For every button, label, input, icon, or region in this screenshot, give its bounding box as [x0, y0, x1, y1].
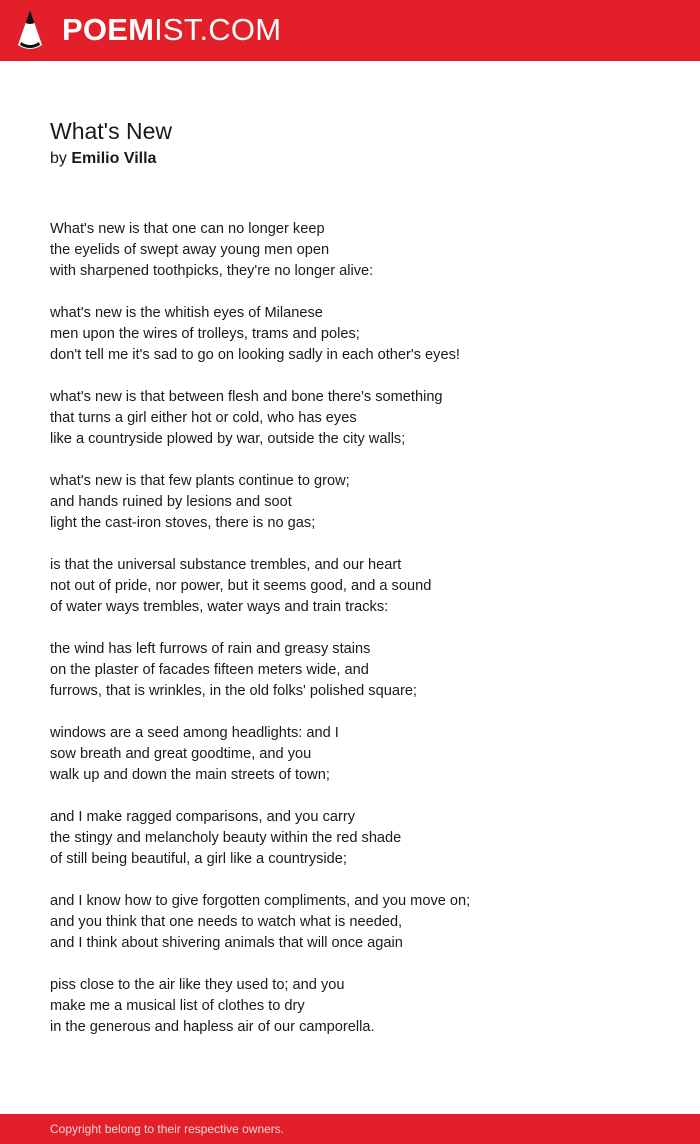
poem-stanza: [50, 219, 670, 282]
poem-line: like a countryside plowed by war, outside the city walls;: [50, 431, 406, 447]
poem-byline: [50, 149, 156, 169]
poem-body: [50, 219, 670, 1059]
brand-rest: IST.COM: [154, 12, 282, 47]
poem-line: piss close to the air like they used to; and you: [50, 977, 345, 993]
poem-stanza: [50, 555, 670, 618]
poem-stanza: [50, 807, 670, 870]
poem-line: not out of pride, nor power, but it seems good, and a sound: [50, 578, 432, 594]
poem-line: men upon the wires of trolleys, trams and poles;: [50, 326, 360, 342]
poem-line: what's new is that between flesh and bone there's something: [50, 389, 443, 405]
poem-author: Emilio Villa: [71, 150, 157, 167]
poem-line: and I know how to give forgotten compliments, and you move on;: [50, 893, 471, 909]
site-header: [0, 0, 700, 61]
poem-line: what's new is the whitish eyes of Milanese: [50, 305, 323, 321]
poem-line: furrows, that is wrinkles, in the old folks' polished square;: [50, 683, 417, 699]
poem-line: is that the universal substance trembles, and our heart: [50, 557, 402, 573]
poem-line: the eyelids of swept away young men open: [50, 242, 330, 258]
site-logo-text[interactable]: [62, 13, 281, 47]
brand-bold: POEM: [62, 12, 155, 47]
poem-stanza: [50, 387, 670, 450]
site-footer: [0, 1114, 700, 1144]
poem-stanza: [50, 891, 670, 954]
poem-stanza: [50, 471, 670, 534]
poem-stanza: [50, 303, 670, 366]
poem-line: What's new is that one can no longer keep: [50, 221, 325, 237]
by-prefix: by: [50, 150, 67, 167]
poem-line: that turns a girl either hot or cold, who has eyes: [50, 410, 357, 426]
copyright-text: Copyright belong to their respective owners.: [50, 1122, 285, 1136]
poem-line: sow breath and great goodtime, and you: [50, 746, 312, 762]
poem-line: and I think about shivering animals that will once again: [50, 935, 403, 951]
poem-line: don't tell me it's sad to go on looking sadly in each other's eyes!: [50, 347, 460, 363]
poem-line: with sharpened toothpicks, they're no longer alive:: [50, 263, 374, 279]
poem-title: What's New: [50, 118, 172, 144]
poem-stanza: [50, 723, 670, 786]
poem-line: the wind has left furrows of rain and greasy stains: [50, 641, 371, 657]
poem-stanza: [50, 639, 670, 702]
poem-line: on the plaster of facades fifteen meters wide, and: [50, 662, 369, 678]
poem-line: make me a musical list of clothes to dry: [50, 998, 305, 1014]
poem-line: windows are a seed among headlights: and I: [50, 725, 339, 741]
poem-stanza: [50, 975, 670, 1038]
poem-line: walk up and down the main streets of town;: [50, 767, 330, 783]
poem-line: what's new is that few plants continue to grow;: [50, 473, 350, 489]
poem-line: and hands ruined by lesions and soot: [50, 494, 292, 510]
poem-line: of water ways trembles, water ways and train tracks:: [50, 599, 389, 615]
pencil-tip-icon[interactable]: [17, 9, 43, 51]
poem-line: light the cast-iron stoves, there is no gas;: [50, 515, 316, 531]
poem-line: and you think that one needs to watch what is needed,: [50, 914, 403, 930]
poem-line: and I make ragged comparisons, and you carry: [50, 809, 356, 825]
poem-line: the stingy and melancholy beauty within the red shade: [50, 830, 402, 846]
poem-line: in the generous and hapless air of our camporella.: [50, 1019, 375, 1035]
poem-line: of still being beautiful, a girl like a countryside;: [50, 851, 347, 867]
